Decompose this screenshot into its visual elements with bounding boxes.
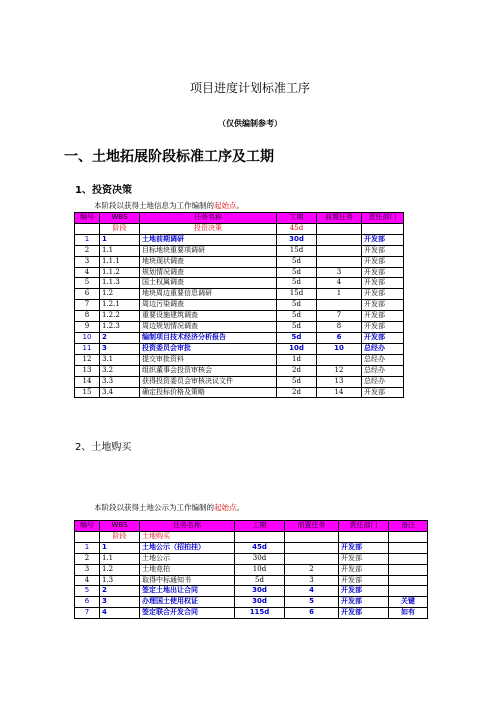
cell-dept: 开发部 [362,278,404,289]
cell-dept: 开发部 [362,267,404,278]
table-row [75,597,428,608]
col-header-duration: 工期 [277,213,317,224]
cell-note: 如有 [389,608,428,619]
table-cell [285,531,339,542]
cell-pred: 13 [317,376,362,387]
document-title: 项目进度计划标准工序 [189,81,310,95]
col-header-no: 编号 [75,521,100,532]
cell-pred: 7 [317,311,362,322]
cell-duration: 2d [277,387,317,398]
cell-dept: 开发部 [362,289,404,300]
cell-duration: 30d [235,586,285,597]
stage-row [75,223,404,234]
cell-name: 组织董事会投资审核会 [140,365,277,376]
table-row [75,289,404,300]
table-row [75,343,404,354]
cell-duration: 15d [277,245,317,256]
cell-pred: 3 [285,575,339,586]
table-row [75,300,404,311]
cell-dept: 总经办 [362,376,404,387]
cell-no: 1 [75,234,100,245]
table-row [75,575,428,586]
cell-dept: 开发部 [362,256,404,267]
table-row [75,256,404,267]
cell-no: 12 [75,354,100,365]
subsection-heading-investment: 1、投资决策 [75,185,132,196]
cell-wbs: 1.1 [100,553,140,564]
cell-name: 获得投资委员会审核决议文件 [140,376,277,387]
cell-dept: 开发部 [339,586,389,597]
intro-emphasis: 起始点 [214,201,237,210]
cell-dept: 开发部 [362,245,404,256]
cell-pred: 6 [317,332,362,343]
cell-dept: 开发部 [339,608,389,619]
intro-prefix: 本阶段以获得土地公示为工作编制的 [94,503,214,512]
cell-name: 重要设施建筑调查 [140,311,277,322]
cell-no: 3 [75,564,100,575]
cell-name: 国土权属调查 [140,278,277,289]
cell-dept: 开发部 [339,564,389,575]
cell-wbs: 2 [100,586,140,597]
cell-wbs: 1.1 [100,245,140,256]
col-header-department: 责任部门 [362,213,404,224]
cell-dept: 总经办 [362,354,404,365]
table-cell [235,531,285,542]
cell-dept: 开发部 [339,553,389,564]
cell-no: 8 [75,311,100,322]
cell-name: 签定联合开发合同 [140,608,235,619]
stage-row [75,531,428,542]
cell-duration: 2d [277,365,317,376]
cell-duration: 5d [277,267,317,278]
investment-task-table [74,212,404,398]
cell-wbs: 2 [100,332,140,343]
subsection-heading-land-purchase: 2、土地购买 [75,442,132,453]
table-row [75,586,428,597]
cell-duration: 30d [235,597,285,608]
cell-no: 5 [75,586,100,597]
cell-wbs: 3.4 [100,387,140,398]
col-header-task: 任务名称 [140,521,235,532]
cell-dept: 总经办 [362,365,404,376]
cell-no: 2 [75,553,100,564]
cell-dept: 开发部 [362,234,404,245]
cell-pred [317,234,362,245]
col-header-duration: 工期 [235,521,285,532]
cell-duration: 30d [277,234,317,245]
cell-no: 7 [75,300,100,311]
cell-pred: 6 [285,608,339,619]
cell-name: 提交审批资料 [140,354,277,365]
table-header-row [75,521,428,532]
table-row [75,322,404,333]
col-header-predecessor: 前置任务 [285,521,339,532]
col-header-task: 任务名称 [140,213,277,224]
cell-wbs: 1.2.2 [100,311,140,322]
table-row [75,267,404,278]
table-cell [339,531,389,542]
document-subtitle: （仅供编制参考） [218,119,282,128]
table-row [75,278,404,289]
cell-duration: 5d [277,376,317,387]
cell-pred [317,300,362,311]
cell-wbs: 1 [100,542,140,553]
cell-wbs: 1.2 [100,289,140,300]
cell-name: 土地前期调研 [140,234,277,245]
cell-pred [317,354,362,365]
section-heading: 一、土地拓展阶段标准工序及工期 [64,149,274,165]
cell-note [389,542,428,553]
cell-wbs: 1.1.1 [100,256,140,267]
cell-pred: 10 [317,343,362,354]
table-cell [75,223,100,234]
table-row [75,245,404,256]
cell-no: 10 [75,332,100,343]
cell-pred: 5 [285,597,339,608]
cell-duration: 10d [235,564,285,575]
cell-wbs: 1.2.1 [100,300,140,311]
col-header-wbs: WBS [100,213,140,224]
cell-dept: 开发部 [362,387,404,398]
cell-note: 关键 [389,597,428,608]
table-cell [389,531,428,542]
cell-pred: 4 [317,278,362,289]
cell-pred: 14 [317,387,362,398]
col-header-wbs: WBS [100,521,140,532]
cell-name: 周边规划情况调查 [140,322,277,333]
cell-dept: 开发部 [362,332,404,343]
cell-name: 周边污染调查 [140,300,277,311]
table-row [75,376,404,387]
cell-duration: 5d [277,256,317,267]
col-header-department: 责任部门 [339,521,389,532]
cell-pred [285,553,339,564]
cell-wbs: 3.2 [100,365,140,376]
cell-dept: 开发部 [339,597,389,608]
cell-no: 4 [75,267,100,278]
intro-suffix: 。 [236,503,244,512]
cell-wbs: 1 [100,234,140,245]
cell-no: 14 [75,376,100,387]
cell-name: 土地公示（招拍挂） [140,542,235,553]
cell-duration: 5d [235,575,285,586]
cell-duration: 5d [277,300,317,311]
cell-no: 13 [75,365,100,376]
intro-emphasis: 起始点 [214,503,237,512]
cell-no: 9 [75,322,100,333]
cell-pred: 3 [317,267,362,278]
cell-wbs: 3.3 [100,376,140,387]
cell-pred [317,256,362,267]
cell-duration: 5d [277,332,317,343]
cell-no: 5 [75,278,100,289]
cell-no: 3 [75,256,100,267]
cell-no: 4 [75,575,100,586]
cell-name: 地块现状调查 [140,256,277,267]
table-row [75,608,428,619]
table-row [75,564,428,575]
cell-wbs: 3 [100,597,140,608]
col-header-predecessor: 前置任务 [317,213,362,224]
cell-no: 11 [75,343,100,354]
intro-text-investment [94,200,244,211]
cell-duration: 10d [277,343,317,354]
cell-note [389,586,428,597]
cell-name: 取得中标通知书 [140,575,235,586]
intro-prefix: 本阶段以获得土地信息为工作编制的 [94,201,214,210]
table-cell [75,531,100,542]
cell-no: 6 [75,597,100,608]
cell-pred: 8 [317,322,362,333]
col-header-note: 备注 [389,521,428,532]
cell-duration: 30d [235,553,285,564]
cell-no: 15 [75,387,100,398]
table-row [75,311,404,322]
stage-duration: 45d [277,223,317,234]
cell-no: 6 [75,289,100,300]
cell-pred [317,245,362,256]
cell-pred: 1 [317,289,362,300]
cell-duration: 115d [235,608,285,619]
cell-duration: 5d [277,278,317,289]
cell-wbs: 4 [100,608,140,619]
cell-no: 7 [75,608,100,619]
cell-name: 土地竞拍 [140,564,235,575]
cell-duration: 15d [277,289,317,300]
cell-dept: 开发部 [362,300,404,311]
land-purchase-task-table [74,520,428,619]
cell-wbs: 1.1.3 [100,278,140,289]
cell-pred: 2 [285,564,339,575]
cell-name: 办理国土使用权证 [140,597,235,608]
cell-name: 签定土地出让合同 [140,586,235,597]
stage-name: 投资决策 [140,223,277,234]
stage-name: 土地购买 [140,531,235,542]
intro-text-land-purchase [94,502,244,513]
cell-duration: 5d [277,311,317,322]
table-row [75,234,404,245]
stage-label: 阶段 [100,531,140,542]
table-header-row [75,213,404,224]
table-cell [317,223,362,234]
cell-no: 2 [75,245,100,256]
cell-wbs: 3.1 [100,354,140,365]
cell-name: 土地公示 [140,553,235,564]
cell-dept: 开发部 [362,322,404,333]
cell-wbs: 1.3 [100,575,140,586]
cell-note [389,575,428,586]
cell-no: 1 [75,542,100,553]
table-row [75,542,428,553]
cell-duration: 5d [277,322,317,333]
cell-dept: 开发部 [339,575,389,586]
col-header-no: 编号 [75,213,100,224]
table-row [75,387,404,398]
cell-pred: 4 [285,586,339,597]
cell-wbs: 1.2 [100,564,140,575]
stage-label: 阶段 [100,223,140,234]
cell-dept: 开发部 [339,542,389,553]
cell-name: 地块周边重要信息调研 [140,289,277,300]
cell-dept: 总经办 [362,343,404,354]
table-row [75,553,428,564]
cell-wbs: 1.1.2 [100,267,140,278]
cell-name: 确定投标价格及策略 [140,387,277,398]
table-cell [362,223,404,234]
cell-pred [285,542,339,553]
cell-note [389,564,428,575]
table-row [75,365,404,376]
cell-dept: 开发部 [362,311,404,322]
cell-wbs: 1.2.3 [100,322,140,333]
cell-pred: 12 [317,365,362,376]
cell-name: 规划情况调查 [140,267,277,278]
cell-wbs: 3 [100,343,140,354]
cell-duration: 45d [235,542,285,553]
table-row [75,354,404,365]
intro-suffix: 。 [236,201,244,210]
cell-name: 投资委员会审批 [140,343,277,354]
cell-name: 编制项目技术经济分析报告 [140,332,277,343]
cell-note [389,553,428,564]
cell-name: 目标地块重要项调研 [140,245,277,256]
table-row [75,332,404,343]
cell-duration: 1d [277,354,317,365]
